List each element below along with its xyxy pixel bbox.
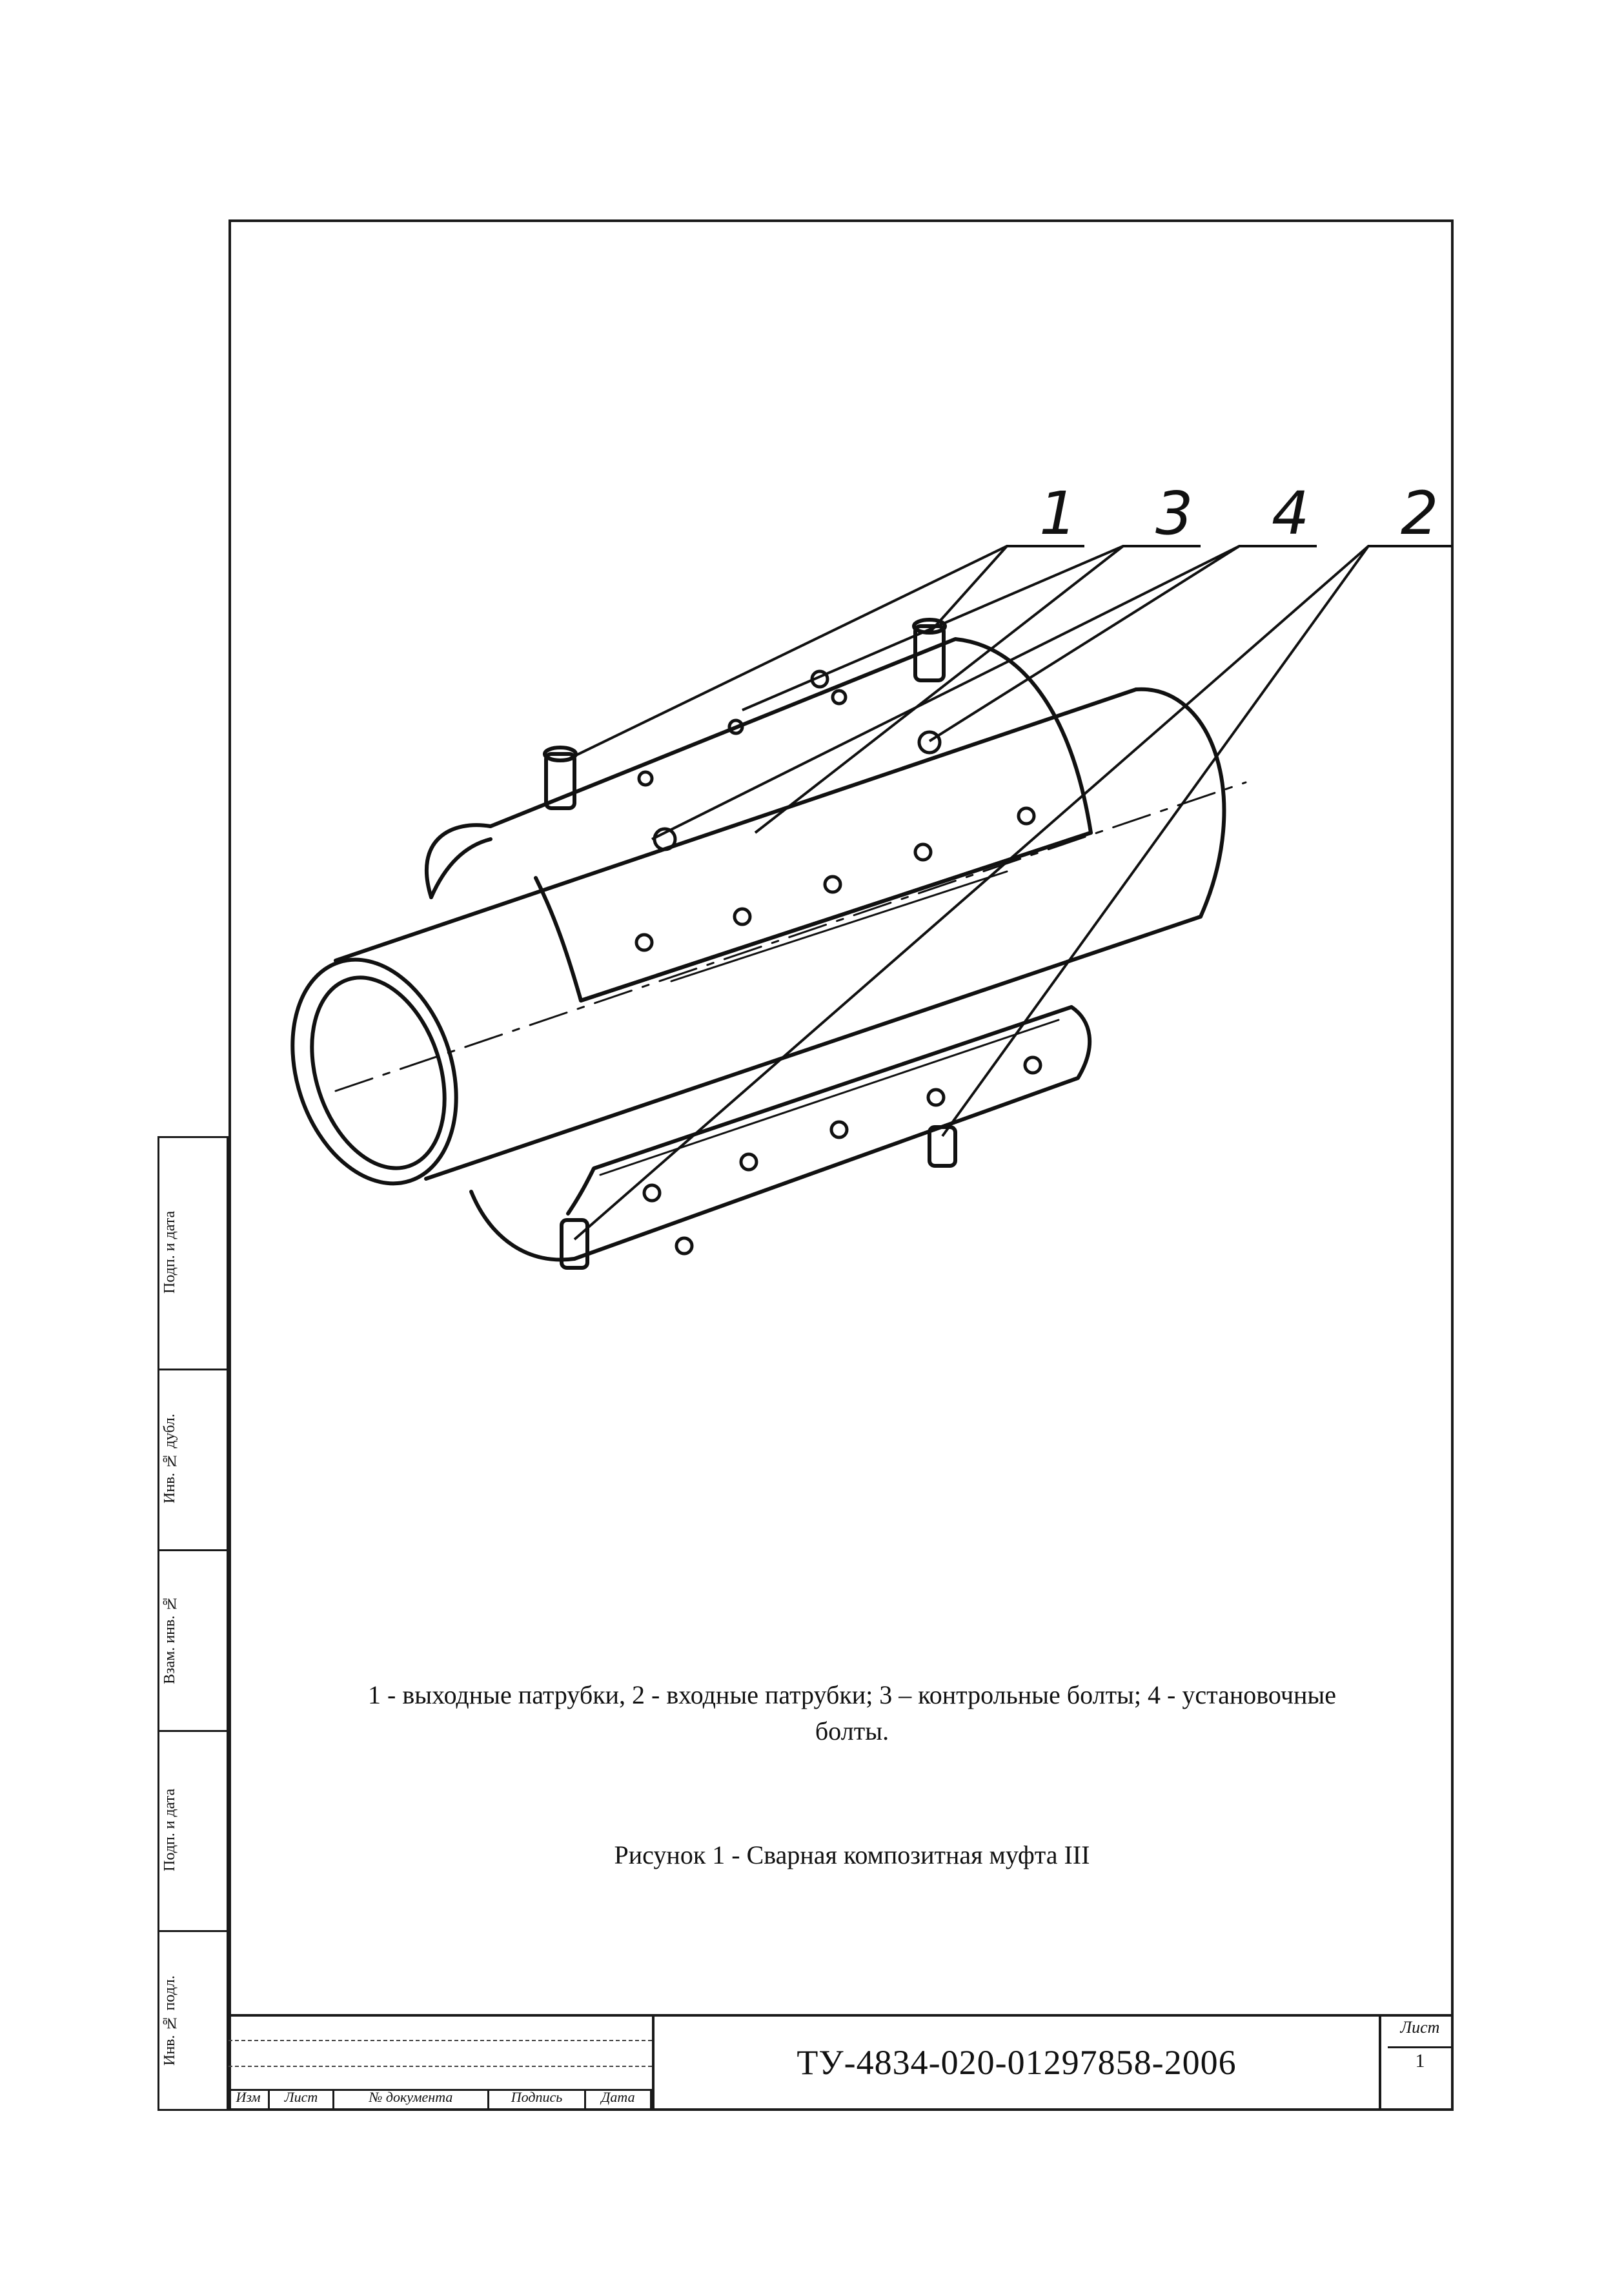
title-block-col-doc: № документа bbox=[334, 2089, 489, 2111]
lower-nozzle-right bbox=[929, 1127, 955, 1166]
pipe-bottom-edge bbox=[426, 917, 1201, 1179]
title-block-col-sign: Подпись bbox=[489, 2089, 586, 2111]
margin-label: Взам. инв. № bbox=[161, 1594, 178, 1685]
legend-line-2: болты. bbox=[815, 1716, 889, 1746]
leader-1 bbox=[568, 546, 1084, 759]
callout-1: 1 bbox=[1039, 479, 1077, 548]
callout-3: 3 bbox=[1155, 479, 1193, 548]
leader-4 bbox=[652, 546, 1317, 839]
margin-cell bbox=[157, 1930, 228, 1932]
upper-shell-edge bbox=[581, 833, 1091, 1001]
figure-caption: Рисунок 1 - Сварная композитная муфта III bbox=[614, 1840, 1090, 1869]
upper-shell bbox=[427, 639, 1091, 1001]
figure-legend bbox=[278, 1677, 1426, 1749]
upper-shell-lip bbox=[431, 839, 491, 897]
margin-label: Подп. и дата bbox=[161, 1210, 178, 1294]
title-block-col-list: Лист bbox=[270, 2089, 334, 2111]
margin-label: Инв. № дубл. bbox=[161, 1414, 178, 1504]
title-block-grid-line bbox=[228, 2066, 652, 2067]
sheet-label: Лист bbox=[1388, 2018, 1452, 2048]
title-block-col-izm: Изм bbox=[228, 2089, 270, 2111]
pipe-far-end bbox=[1136, 689, 1224, 917]
pipe-centerline bbox=[336, 782, 1246, 1091]
margin-label: Инв. № подл. bbox=[161, 1975, 178, 2066]
sheet-number: 1 bbox=[1415, 2050, 1425, 2071]
margin-cell bbox=[157, 1730, 228, 1732]
leader-2 bbox=[574, 546, 1452, 1239]
pipe-end-inner bbox=[289, 961, 468, 1185]
margin-cell bbox=[157, 1369, 228, 1370]
margin-label: Подп. и дата bbox=[161, 1788, 178, 1872]
legend-line-1: 1 - выходные патрубки, 2 - входные патрубки; 3 – контрольные болты; 4 - установочные bbox=[368, 1680, 1336, 1709]
document-number: ТУ-4834-020-01297858-2006 bbox=[652, 2014, 1381, 2111]
callout-2: 2 bbox=[1401, 479, 1439, 548]
callout-4: 4 bbox=[1272, 479, 1310, 548]
margin-cell bbox=[157, 1549, 228, 1551]
title-block-grid-line bbox=[228, 2040, 652, 2041]
title-block-col-date: Дата bbox=[586, 2089, 652, 2111]
